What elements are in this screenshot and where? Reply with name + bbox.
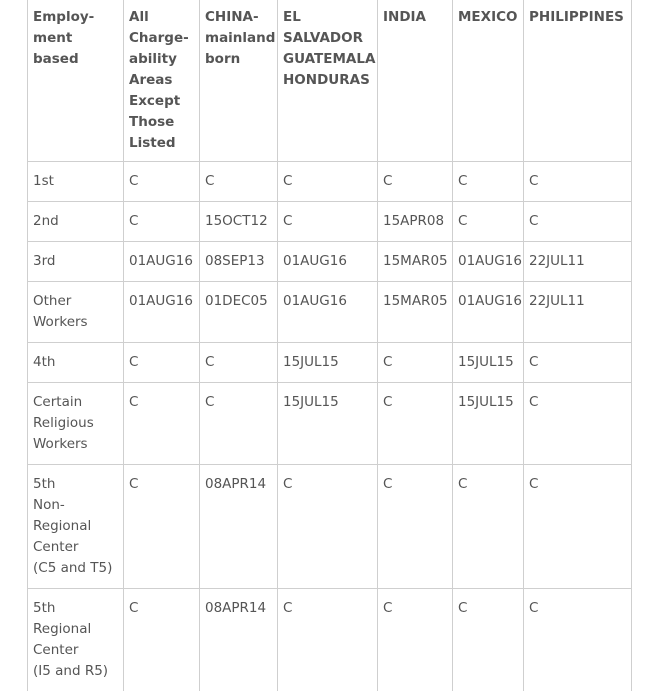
table-cell: 08APR14 bbox=[200, 589, 278, 691]
table-cell: C bbox=[453, 162, 524, 202]
table-cell: 08SEP13 bbox=[200, 242, 278, 282]
table-cell: C bbox=[124, 383, 200, 465]
table-cell: 15MAR05 bbox=[378, 242, 453, 282]
row-label-cell: Certain Religious Workers bbox=[28, 383, 124, 465]
table-cell: 01DEC05 bbox=[200, 282, 278, 343]
table-row bbox=[28, 589, 632, 691]
table-cell: 15OCT12 bbox=[200, 202, 278, 242]
table-header-row bbox=[28, 0, 632, 162]
row-label-cell: 2nd bbox=[28, 202, 124, 242]
table-cell: C bbox=[200, 383, 278, 465]
table-cell: C bbox=[124, 202, 200, 242]
table-cell: 01AUG16 bbox=[278, 242, 378, 282]
table-cell: C bbox=[524, 383, 632, 465]
table-cell: C bbox=[378, 383, 453, 465]
table-cell: C bbox=[378, 162, 453, 202]
table-cell: 08APR14 bbox=[200, 465, 278, 589]
table-cell: C bbox=[278, 202, 378, 242]
header-cell-el-salvador-guatemala-honduras: EL SALVADOR GUATEMALA HONDURAS bbox=[278, 0, 378, 162]
table-cell: C bbox=[200, 343, 278, 383]
table-cell: C bbox=[124, 465, 200, 589]
row-label-cell: Other Workers bbox=[28, 282, 124, 343]
table-cell: 01AUG16 bbox=[278, 282, 378, 343]
table-row bbox=[28, 202, 632, 242]
row-label-cell: 5th Regional Center (I5 and R5) bbox=[28, 589, 124, 691]
table-cell: 15APR08 bbox=[378, 202, 453, 242]
table-cell: C bbox=[453, 202, 524, 242]
table-cell: 01AUG16 bbox=[124, 242, 200, 282]
table-cell: C bbox=[524, 343, 632, 383]
row-label-cell: 5th Non-Regional Center (C5 and T5) bbox=[28, 465, 124, 589]
table-cell: 01AUG16 bbox=[453, 242, 524, 282]
header-cell-employment-based: Employ- ment based bbox=[28, 0, 124, 162]
table-row bbox=[28, 465, 632, 589]
table-cell: 01AUG16 bbox=[453, 282, 524, 343]
table-cell: 22JUL11 bbox=[524, 242, 632, 282]
table-cell: 15MAR05 bbox=[378, 282, 453, 343]
header-cell-india: INDIA bbox=[378, 0, 453, 162]
visa-bulletin-table bbox=[27, 0, 632, 691]
table-row bbox=[28, 282, 632, 343]
table-cell: 01AUG16 bbox=[124, 282, 200, 343]
header-cell-all-chargeability: All Charge- ability Areas Except Those Listed bbox=[124, 0, 200, 162]
table-cell: C bbox=[278, 162, 378, 202]
row-label-cell: 4th bbox=[28, 343, 124, 383]
header-cell-philippines: PHILIPPINES bbox=[524, 0, 632, 162]
header-cell-china: CHINA- mainland born bbox=[200, 0, 278, 162]
table-cell: 15JUL15 bbox=[278, 343, 378, 383]
table-cell: C bbox=[524, 465, 632, 589]
table-cell: 15JUL15 bbox=[453, 383, 524, 465]
table-cell: C bbox=[124, 162, 200, 202]
row-label-cell: 3rd bbox=[28, 242, 124, 282]
table-cell: C bbox=[524, 162, 632, 202]
table-cell: 22JUL11 bbox=[524, 282, 632, 343]
table-cell: C bbox=[453, 589, 524, 691]
table-cell: C bbox=[524, 589, 632, 691]
table-cell: C bbox=[124, 343, 200, 383]
table-cell: C bbox=[124, 589, 200, 691]
header-cell-mexico: MEXICO bbox=[453, 0, 524, 162]
row-label-cell: 1st bbox=[28, 162, 124, 202]
table-cell: C bbox=[378, 465, 453, 589]
table-row bbox=[28, 162, 632, 202]
table-cell: C bbox=[200, 162, 278, 202]
table-cell: C bbox=[278, 465, 378, 589]
table-row bbox=[28, 242, 632, 282]
table-row bbox=[28, 383, 632, 465]
table-cell: C bbox=[453, 465, 524, 589]
table-cell: 15JUL15 bbox=[278, 383, 378, 465]
table-cell: 15JUL15 bbox=[453, 343, 524, 383]
table-cell: C bbox=[524, 202, 632, 242]
table-cell: C bbox=[378, 343, 453, 383]
table-row bbox=[28, 343, 632, 383]
table-cell: C bbox=[278, 589, 378, 691]
table-cell: C bbox=[378, 589, 453, 691]
